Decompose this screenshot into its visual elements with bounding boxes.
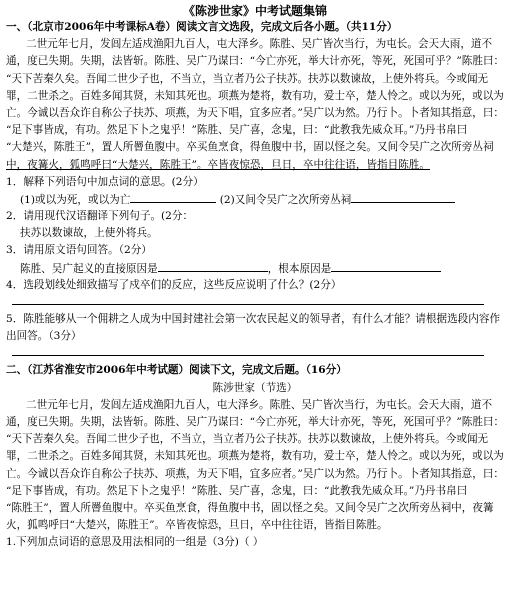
page-title: 《陈涉世家》中考试题集锦: [182, 4, 327, 18]
s1-question-4: 4．选段划线处细致描写了戍卒们的反应，这些反应说明了什么？(2分）: [6, 278, 342, 291]
s1-passage-line-3: “天下苦秦久矣。吾闻二世少子也，不当立，当立者乃公子扶苏。扶苏以数谏故，上使外将兵。今或闻无: [6, 72, 489, 85]
s2-passage-line-3: “天下苦秦久矣。吾闻二世少子也，不当立，当立者乃公子扶苏。扶苏以数谏故，上使外将兵。今或闻无: [6, 433, 489, 446]
answer-blank[interactable]: [130, 191, 216, 203]
s1-q1-item-b: (2)又间令吴广之次所旁丛祠: [219, 193, 352, 206]
s1-q3-prompt: 陈胜、吴广起义的直接原因是: [20, 262, 158, 275]
s1-passage-line-6: “足下事皆成，有功。然足下卜之鬼乎！”陈胜、吴广喜，念鬼，曰：“此教我先威众耳。”乃丹书帛曰: [6, 124, 468, 137]
s1-passage-line-4: 罪，二世杀之。百姓多闻其贤，未知其死也。项燕为楚将，数有功，爱士卒，楚人怜之。或以为死，或以为: [6, 89, 504, 102]
s1-question-3-text: [6, 260, 504, 277]
s2-passage-line-2: 通，度已失期。失期，法皆斩。陈胜、吴广乃谋曰：“今亡亦死，举大计亦死，等死，死国可乎？”陈胜曰：: [6, 415, 504, 428]
section1-header: 一、（北京市2006年中考课标A卷）阅读文言文选段，完成文后各小题。（共11分）: [6, 21, 398, 33]
s1-passage-line-7: “大楚兴，陈胜王”，置人所罾鱼腹中。卒买鱼烹食，得鱼腹中书，固以怪之矣。又间令吴广之次所旁丛祠: [6, 141, 494, 154]
s2-passage-line-7: “陈胜王”，置人所罾鱼腹中。卒买鱼烹食，得鱼腹中书，固以怪之矣。又间令吴广之次所旁丛祠中，夜篝: [6, 501, 494, 514]
s1-question-2-text: 扶苏以数谏故，上使外将兵。: [20, 227, 158, 240]
answer-blank[interactable]: [158, 260, 268, 272]
s1-question-2: 2．请用现代汉语翻译下列句子。(2分：: [6, 210, 194, 223]
s1-question-5-line-2: 出回答。（3分）: [6, 330, 82, 343]
answer-line[interactable]: [6, 345, 504, 362]
s2-passage-line-5: 亡。今诚以吾众诈自称公子扶苏、项燕，为天下唱，宜多应者。”吴广以为然。乃行卜。卜者知其指意，曰：: [6, 467, 504, 480]
s2-passage-line-4: 罪，二世杀之。百姓多闻其贤，未知其死也。项燕为楚将，数有功，爱士卒，楚人怜之。或以为死，或以为: [6, 450, 504, 463]
s2-question-1: 1.下列加点词语的意思及用法相同的一组是（3分)（ ）: [6, 536, 264, 549]
s1-passage-line-5: 亡。今诚以吾众诈自称公子扶苏、项燕，为天下唱，宜多应者。”吴广以为然。乃行卜。卜者知其指意，曰：: [6, 106, 504, 119]
s1-passage-line-1: 二世元年七月，发闾左适戍渔阳九百人，屯大泽乡。陈胜、吴广皆次当行，为屯长。会天大雨，道不: [26, 38, 493, 51]
s1-question-1: 1．解释下列语句中加点词的意思。(2分）: [6, 175, 204, 188]
section2-header: 二、（江苏省淮安市2006年中考试题）阅读下文，完成文后题。（16分）: [6, 364, 347, 377]
s1-q3-mid: ，根本原因是: [267, 262, 332, 275]
s1-question-5-line-1: 5．陈胜能够从一个佣耕之人成为中国封建社会第一次农民起义的领导者，有什么才能？请根据选段内容作: [6, 313, 501, 325]
s1-q1-item-a: (1)或以为死，或以为亡: [20, 193, 131, 206]
s1-passage-line-2: 通，度已失期。失期，法皆斩。陈胜、吴广乃谋曰：“今亡亦死，举大计亦死，等死，死国可乎？”陈胜曰：: [6, 55, 504, 68]
answer-blank[interactable]: [351, 191, 455, 203]
s2-passage-line-8: 火，狐鸣呼曰“大楚兴，陈胜王”。卒皆夜惊恐，旦日，卒中往往语，皆指目陈胜。: [6, 519, 388, 532]
answer-blank[interactable]: [331, 260, 441, 272]
s1-question-1-items: [6, 191, 504, 208]
answer-line[interactable]: [6, 294, 504, 311]
s1-question-3: 3．请用原文语句回答。（2分）: [6, 244, 152, 257]
s1-passage-line-8: 中，夜篝火，狐鸣呼曰“大楚兴，陈胜王”。卒皆夜惊恐，旦日，卒中往往语，皆指目陈胜。: [6, 158, 430, 171]
s2-passage-line-1: 二世元年七月，发闾左适戍渔阳九百人，屯大泽乡。陈胜、吴广皆次当行，为屯长。会天大雨，道不: [26, 398, 493, 411]
section2-subtitle: 陈涉世家（节选）: [212, 381, 298, 394]
s2-passage-line-6: “足下事皆成，有功。然足下卜之鬼乎！”陈胜、吴广喜，念鬼，曰：“此教我先威众耳。”乃丹书帛曰: [6, 484, 468, 497]
